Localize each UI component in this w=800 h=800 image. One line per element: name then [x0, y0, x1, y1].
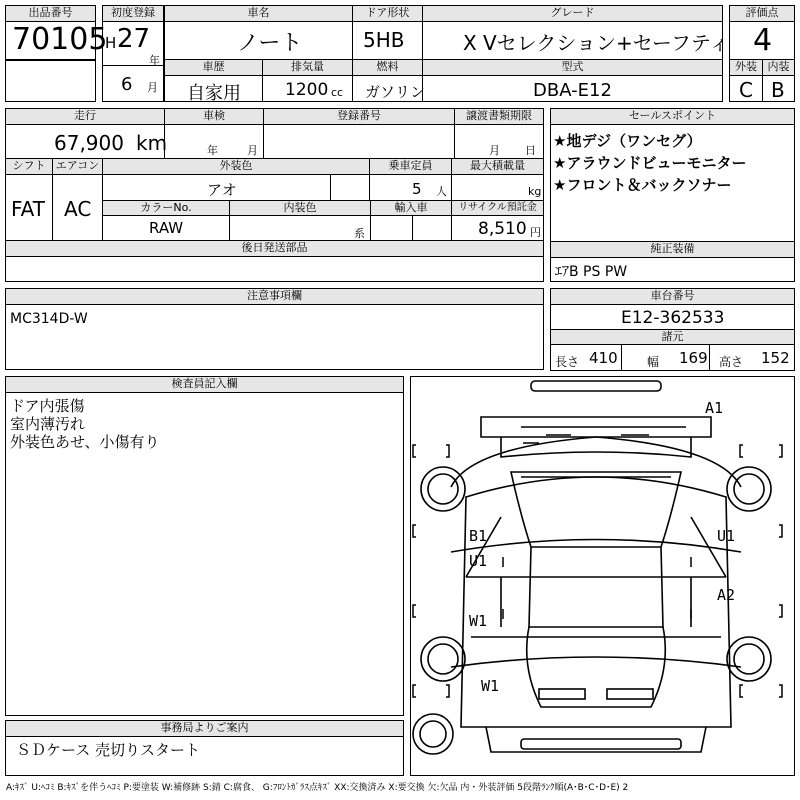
grade: X Vセレクション+セーフティ	[463, 31, 730, 55]
damage-mark-u1-left: U1	[469, 552, 488, 570]
shift-label: シフト	[5, 158, 53, 175]
ac-cell	[52, 158, 103, 241]
exterior-grade-cell	[729, 59, 763, 102]
shift-cell	[5, 158, 53, 241]
transfer-day-unit: 日	[525, 144, 536, 157]
color-number: RAW	[149, 219, 184, 237]
lot-number: 70105	[12, 22, 108, 57]
history-label: 車歴	[164, 59, 263, 76]
length-label: 長さ	[555, 355, 580, 369]
genuine-equipment: ｴｱB PS PW	[555, 264, 628, 280]
mileage-label: 走行	[5, 108, 165, 125]
mileage-unit: km	[136, 131, 168, 155]
exterior-color: アオ	[207, 181, 237, 199]
capacity-cell	[369, 158, 452, 201]
notes-cell	[5, 288, 544, 370]
displacement: 1200	[285, 80, 329, 100]
width: 169	[679, 349, 708, 367]
sales-point-2: ★アラウンドビューモニター	[553, 154, 747, 172]
car-name-label: 車名	[164, 5, 353, 22]
interior-color-cell	[229, 200, 371, 241]
legend: A:ｷｽﾞ U:ﾍｺﾐ B:ｷｽﾞを伴うﾍｺﾐ P:要塗装 W:補修跡 S:錆 C:腐食、 G:ﾌﾛﾝﾄｶﾞﾗｽ点ｷｽﾞ XX:交換済み X:要交換 欠:欠品 内・外装評価 5段階ﾗﾝｸ順(A･B･C･D･E) 2	[6, 783, 629, 793]
height-label: 高さ	[719, 355, 744, 369]
inspector-label: 検査員記入欄	[5, 376, 404, 393]
exterior-grade-label: 外装	[729, 59, 763, 76]
recycle-unit: 円	[530, 226, 541, 239]
capacity: 5	[412, 180, 422, 198]
sales-point-label: セールスポイント	[550, 108, 795, 125]
sales-point-1: ★地デジ（ワンセグ）	[553, 132, 702, 150]
registration-month: 6	[121, 74, 133, 95]
sales-point-3: ★フロント＆バックソナー	[553, 176, 732, 194]
ac-label: エアコン	[52, 158, 103, 175]
inspector-cell	[5, 376, 404, 716]
inspector-line-1: ドア内張傷	[10, 397, 85, 415]
score-label: 評価点	[729, 5, 795, 22]
mileage-cell	[5, 108, 168, 159]
lot-number-label: 出品番号	[5, 5, 96, 22]
length: 410	[589, 349, 618, 367]
car-outline-diagram	[411, 377, 794, 775]
damage-mark-a2: A2	[717, 586, 736, 604]
model-label: 型式	[422, 59, 723, 76]
door-type: 5HB	[363, 28, 405, 52]
era-letter: H	[105, 34, 117, 52]
inspection-cell	[164, 108, 264, 159]
later-parts-label: 後日発送部品	[5, 240, 544, 257]
damage-mark-w1-left: W1	[469, 612, 488, 630]
import-cell	[370, 200, 452, 241]
mileage: 67,900	[54, 131, 124, 155]
score: 4	[753, 23, 773, 58]
lot-number-blank	[5, 60, 96, 102]
door-cell	[352, 5, 423, 60]
fuel-cell	[352, 59, 426, 102]
displacement-unit: cc	[331, 86, 344, 99]
transfer-month-unit: 月	[489, 144, 500, 157]
year-unit: 年	[149, 54, 160, 67]
recycle-label: リサイクル預託金	[451, 200, 544, 216]
model-cell	[422, 59, 723, 102]
damage-mark-w1-rear: W1	[481, 677, 500, 695]
office-notice-label: 事務局よりご案内	[5, 720, 404, 737]
color-number-cell	[102, 200, 230, 241]
fuel: ガソリン	[365, 83, 426, 101]
interior-grade-cell	[762, 59, 795, 102]
chassis-label: 車台番号	[550, 288, 795, 305]
chassis-cell	[550, 288, 795, 330]
damage-mark-b1: B1	[469, 527, 488, 545]
exterior-color-cell	[102, 158, 370, 201]
interior-grade-label: 内装	[762, 59, 795, 76]
office-notice: ＳＤケース 売切りスタート	[16, 741, 201, 759]
plate-cell	[263, 108, 455, 159]
max-load-cell	[451, 158, 544, 201]
car-name-cell	[164, 5, 353, 60]
fuel-label: 燃料	[352, 59, 423, 76]
notes-value: MC314D-W	[10, 311, 88, 327]
inspector-line-2: 室内薄汚れ	[10, 415, 86, 433]
capacity-label: 乗車定員	[369, 158, 452, 175]
shift: FAT	[11, 197, 46, 221]
displacement-label: 排気量	[262, 59, 353, 76]
specs-label: 諸元	[550, 329, 795, 345]
damage-mark-a1: A1	[705, 399, 724, 417]
history: 自家用	[187, 83, 241, 104]
exterior-color-label: 外装色	[102, 158, 370, 175]
model: DBA-E12	[533, 80, 612, 101]
office-notice-cell	[5, 720, 404, 776]
first-registration-cell	[102, 5, 164, 102]
grade-cell	[422, 5, 730, 60]
interior-grade: B	[771, 78, 785, 102]
damage-diagram	[410, 376, 795, 776]
recycle-cell	[451, 200, 544, 241]
ac: AC	[64, 197, 92, 221]
max-load-label: 最大積載量	[451, 158, 544, 175]
max-load-unit: kg	[528, 185, 542, 198]
grade-label: グレード	[422, 5, 723, 22]
chassis-number: E12-362533	[621, 308, 725, 328]
registration-year: 27	[117, 24, 151, 54]
inspection-month-unit: 月	[247, 144, 258, 157]
genuine-equipment-label: 純正装備	[550, 241, 795, 258]
inspection-label: 車検	[164, 108, 264, 125]
sales-point-cell	[550, 108, 795, 242]
inspection-year-unit: 年	[207, 144, 218, 157]
transfer-deadline-cell	[454, 108, 544, 159]
first-registration-label: 初度登録	[102, 5, 164, 22]
lot-number-cell	[5, 5, 108, 60]
notes-label: 注意事項欄	[5, 288, 544, 305]
import-label: 輸入車	[370, 200, 452, 216]
displacement-cell	[262, 59, 353, 102]
genuine-equipment-cell	[550, 241, 795, 282]
interior-color-label: 内装色	[229, 200, 371, 216]
width-label: 幅	[647, 355, 660, 369]
plate-label: 登録番号	[263, 108, 455, 125]
score-cell	[729, 5, 795, 60]
height: 152	[761, 349, 790, 367]
door-label: ドア形状	[352, 5, 423, 22]
interior-color-unit: 系	[354, 227, 365, 240]
inspector-line-3: 外装色あせ、小傷有り	[10, 433, 160, 451]
transfer-deadline-label: 譲渡書類期限	[454, 108, 544, 125]
capacity-unit: 人	[436, 185, 447, 198]
history-cell	[164, 59, 263, 102]
later-parts-cell	[5, 240, 544, 282]
specs-cell	[550, 329, 795, 371]
damage-mark-u1-right: U1	[717, 527, 736, 545]
exterior-grade: C	[739, 78, 753, 102]
recycle-amount: 8,510	[478, 219, 527, 239]
car-name: ノート	[237, 31, 303, 56]
color-number-label: カラーNo.	[102, 200, 230, 216]
month-unit: 月	[147, 81, 158, 94]
